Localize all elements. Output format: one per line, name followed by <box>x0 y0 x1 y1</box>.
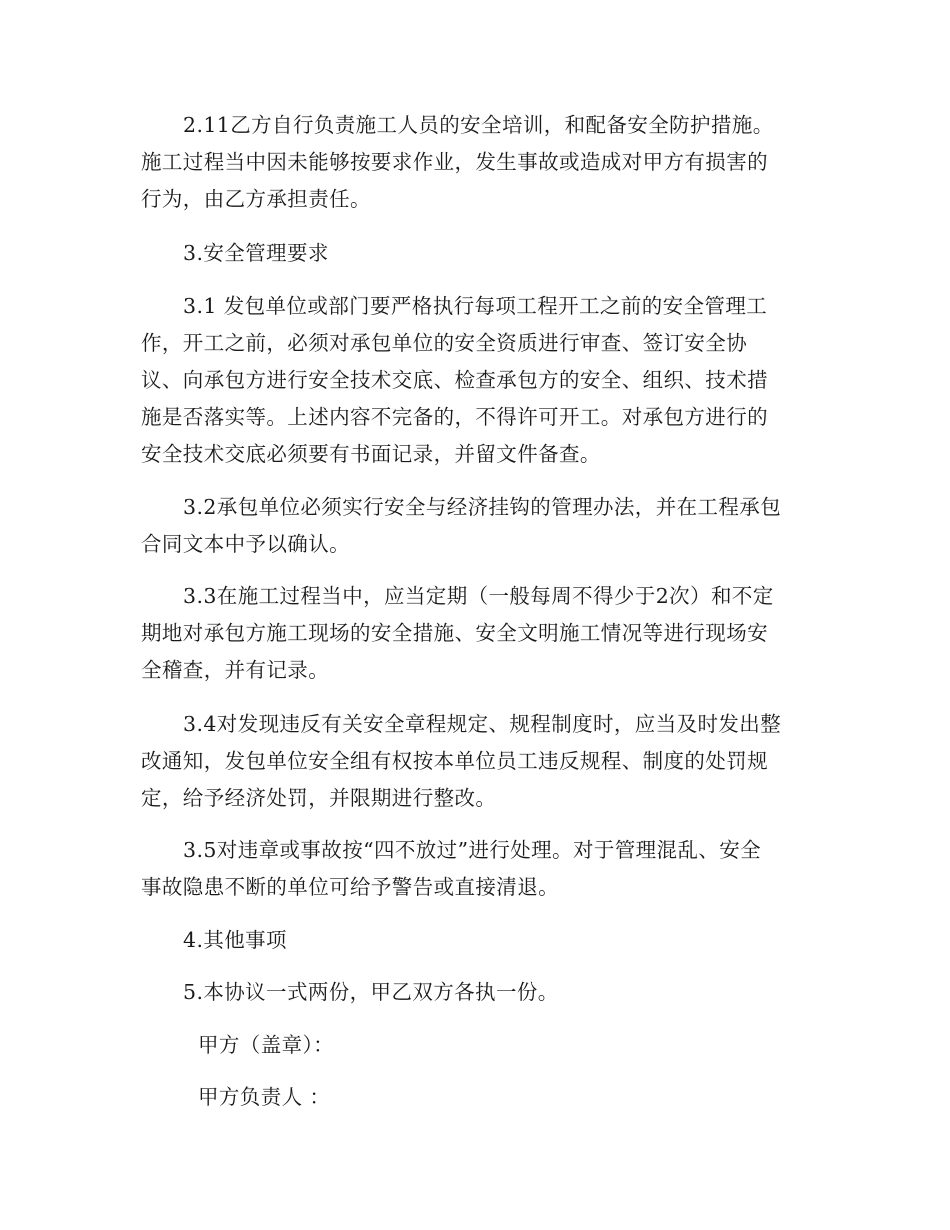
paragraph-line: 期地对承包方施工现场的安全措施、安全文明施工情况等进行现场安 <box>141 621 768 645</box>
paragraph-3-3 <box>141 578 811 689</box>
party-a-representative-label: 甲方负责人 ： <box>198 1085 331 1109</box>
paragraph-line: 5.本协议一式两份，甲乙双方各执一份。 <box>183 980 559 1004</box>
paragraph-line: 3.5对违章或事故按“四不放过”进行处理。对于管理混乱、安全 <box>183 838 762 862</box>
paragraph-line: 3.2承包单位必须实行安全与经济挂钩的管理办法，并在工程承包 <box>183 495 782 519</box>
heading-text: 3.安全管理要求 <box>183 241 329 265</box>
paragraph-line: 施工过程当中因未能够按要求作业，发生事故或造成对甲方有损害的 <box>141 150 768 174</box>
paragraph-line: 施是否落实等。上述内容不完备的，不得许可开工。对承包方进行的 <box>141 405 768 429</box>
paragraph-3-2 <box>141 489 811 563</box>
paragraph-line: 全稽查，并有记录。 <box>141 658 330 682</box>
heading-text: 4.其他事项 <box>183 928 287 952</box>
paragraph-3-1 <box>141 288 811 473</box>
paragraph-line: 改通知，发包单位安全组有权按本单位员工违反规程、制度的处罚规 <box>141 749 768 773</box>
paragraph-5 <box>141 974 811 1011</box>
party-a-seal-label: 甲方（盖章）： <box>198 1033 335 1057</box>
paragraph-3-5 <box>141 832 811 906</box>
section-heading-4 <box>141 922 811 959</box>
paragraph-line: 定，给予经济处罚，并限期进行整改。 <box>141 786 497 810</box>
paragraph-line: 3.1 发包单位或部门要严格执行每项工程开工之前的安全管理工 <box>183 294 768 318</box>
paragraph-2-11 <box>141 107 811 218</box>
paragraph-line: 议、向承包方进行安全技术交底、检查承包方的安全、组织、技术措 <box>141 368 768 392</box>
paragraph-line: 安全技术交底必须要有书面记录，并留文件备查。 <box>141 442 601 466</box>
section-heading-3 <box>141 235 811 272</box>
paragraph-line: 3.4对发现违反有关安全章程规定、规程制度时，应当及时发出整 <box>183 712 782 736</box>
paragraph-line: 合同文本中予以确认。 <box>141 532 350 556</box>
paragraph-line: 行为，由乙方承担责任。 <box>141 187 371 211</box>
paragraph-line: 2.11乙方自行负责施工人员的安全培训，和配备安全防护措施。 <box>183 113 774 137</box>
paragraph-line: 3.3在施工过程当中，应当定期（一般每周不得少于2次）和不定 <box>183 584 774 608</box>
paragraph-line: 作，开工之前，必须对承包单位的安全资质进行审查、签订安全协 <box>141 331 748 355</box>
paragraph-line: 事故隐患不断的单位可给予警告或直接清退。 <box>141 875 559 899</box>
paragraph-3-4 <box>141 706 811 817</box>
